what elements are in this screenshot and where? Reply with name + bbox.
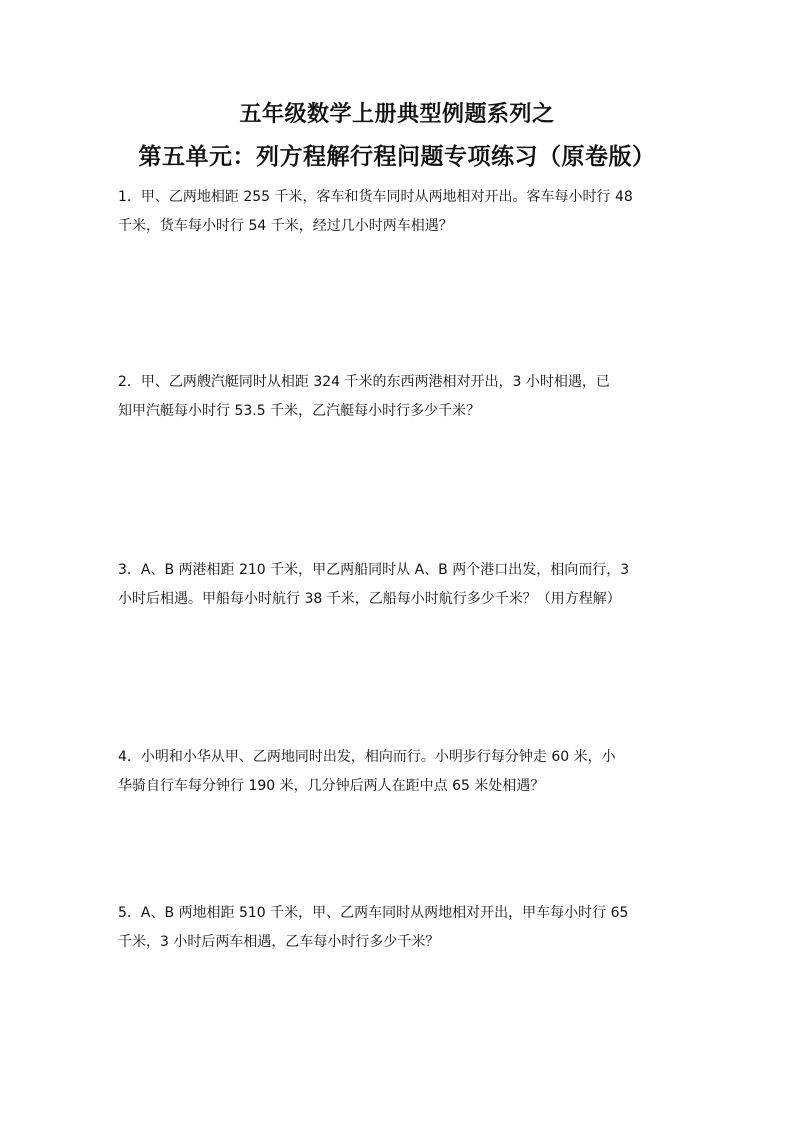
document-subtitle: 第五单元：列方程解行程问题专项练习（原卷版） <box>138 144 656 170</box>
question-2 <box>118 368 684 426</box>
question-4 <box>118 743 684 801</box>
document-title: 五年级数学上册典型例题系列之 <box>239 102 555 127</box>
question-5 <box>118 899 684 957</box>
question-line: 3．A、B 两港相距 210 千米，甲乙两船同时从 A、B 两个港口出发，相向而行，3 <box>118 562 630 578</box>
question-line: 千米，3 小时后两车相遇，乙车每小时行多少千米？ <box>118 934 440 950</box>
question-line: 1．甲、乙两地相距 255 千米，客车和货车同时从两地相对开出。客车每小时行 48 <box>118 189 633 205</box>
question-1 <box>118 183 684 241</box>
question-line: 4．小明和小华从甲、乙两地同时出发，相向而行。小明步行每分钟走 60 米，小 <box>118 749 616 765</box>
question-line: 5．A、B 两地相距 510 千米，甲、乙两车同时从两地相对开出，甲车每小时行 65 <box>118 905 629 921</box>
question-line: 千米，货车每小时行 54 千米，经过几小时两车相遇？ <box>118 218 453 234</box>
question-line: 2．甲、乙两艘汽艇同时从相距 324 千米的东西两港相对开出，3 小时相遇，已 <box>118 374 610 390</box>
question-line: 华骑自行车每分钟行 190 米，几分钟后两人在距中点 65 米处相遇？ <box>118 778 545 794</box>
question-3 <box>118 556 684 614</box>
question-line: 知甲汽艇每小时行 53.5 千米，乙汽艇每小时行多少千米？ <box>118 403 481 419</box>
question-line: 小时后相遇。甲船每小时航行 38 千米，乙船每小时航行多少千米？（用方程解） <box>118 591 621 607</box>
